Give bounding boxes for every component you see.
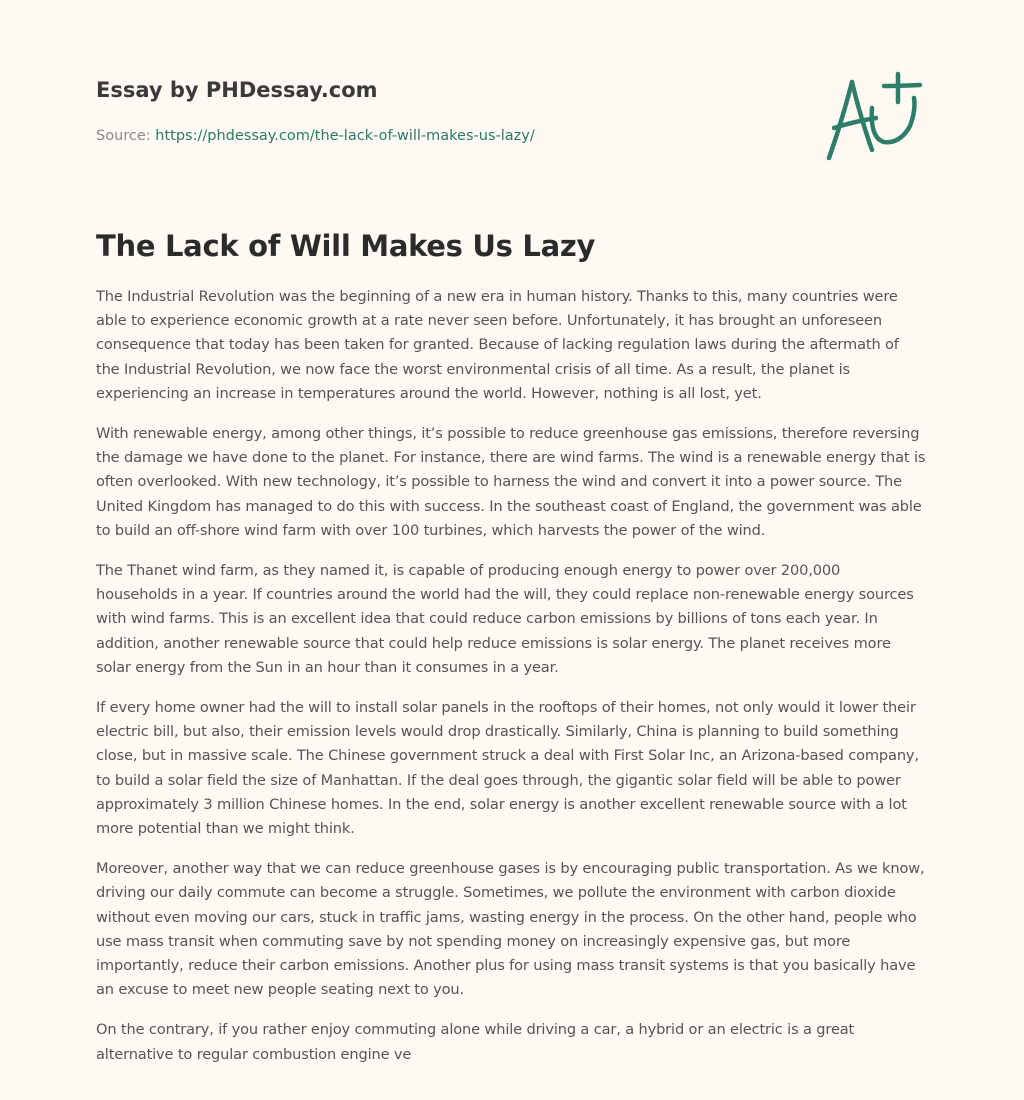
essay-paragraph: The Industrial Revolution was the beginning of a new era in human history. Thanks to this, many countries were able to experience economic growth at a rate never seen before. Unfortunately, it has brought an unforeseen consequence that today has been taken for granted. Because of lacking regulation laws during the aftermath of the Industrial Revolution, we now face the worst environmental crisis of all time. As a result, the planet is experiencing an increase in temperatures around the world. However, nothing is all lost, yet. (96, 288, 899, 402)
source-line (96, 126, 796, 146)
essay-paragraph: On the contrary, if you rather enjoy commuting alone while driving a car, a hybrid or an electric is a great alternative to regular combustion engine ve (96, 1021, 855, 1063)
essay-paragraph: If every home owner had the will to install solar panels in the rooftops of their homes, not only would it lower their electric bill, but also, their emission levels would drop drastically. Similarly, China is planning to build something close, but in massive scale. The Chinese government struck a deal with First Solar Inc, an Arizona-based company, to build a solar field the size of Manhattan. If the deal goes through, the gigantic solar field will be able to power approximately 3 million Chinese homes. In the end, solar energy is another excellent renewable source with a lot more potential than we might think. (96, 699, 919, 838)
essay-header (96, 76, 796, 146)
essay-paragraph: With renewable energy, among other things, it’s possible to reduce greenhouse gas emissions, therefore reversing the damage we have done to the planet. For instance, there are wind farms. The wind is a renewable energy that is often overlooked. With new technology, it’s possible to harness the wind and convert it into a power source. The United Kingdom has managed to do this with success. In the southeast coast of England, the government was able to build an off-shore wind farm with over 100 turbines, which harvests the power of the wind. (96, 425, 926, 539)
essay-paragraph: Moreover, another way that we can reduce greenhouse gases is by encouraging public transportation. As we know, driving our daily commute can become a struggle. Sometimes, we pollute the environment with carbon dioxide without even moving our cars, stuck in traffic jams, wasting energy in the process. On the other hand, people who use mass transit when commuting save by not spending money on increasingly expensive gas, but more importantly, reduce their carbon emissions. Another plus for using mass transit systems is that you basically have an excuse to meet new people seating next to you. (96, 860, 925, 999)
a-plus-logo-svg (820, 66, 930, 166)
a-plus-logo-icon (820, 66, 930, 166)
brand-title: Essay by PHDessay.com (96, 78, 378, 102)
essay-title: The Lack of Will Makes Us Lazy (96, 229, 596, 263)
essay-paragraph: The Thanet wind farm, as they named it, is capable of producing enough energy to power over 200,000 households in a year. If countries around the world had the will, they could replace non-renewable energy sources with wind farms. This is an excellent idea that could reduce carbon emissions by billions of tons each year. In addition, another renewable source that could help reduce emissions is solar energy. The planet receives more solar energy from the Sun in an hour than it consumes in a year. (96, 562, 914, 676)
source-link[interactable]: https://phdessay.com/the-lack-of-will-makes-us-lazy/ (155, 128, 535, 144)
essay-body (96, 285, 926, 1083)
source-label: Source: (96, 128, 156, 144)
